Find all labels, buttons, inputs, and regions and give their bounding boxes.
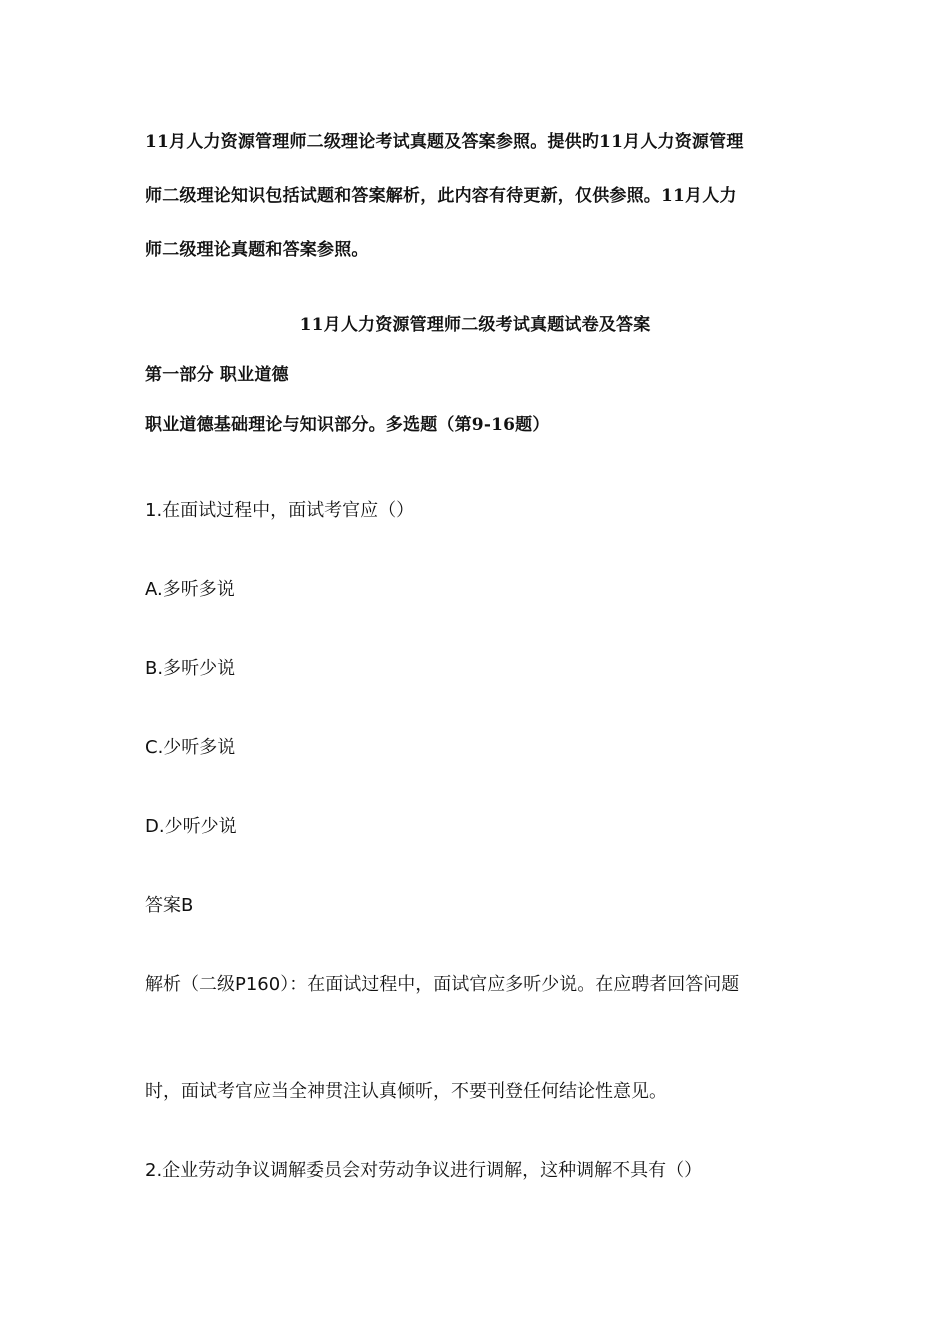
document-title: 11月人力资源管理师二级考试真题试卷及答案 <box>299 315 651 335</box>
intro-line-2: 师二级理论知识包括试题和答案解析，此内容有待更新，仅供参照。11月人力 <box>145 186 737 206</box>
question-1-analysis-line-2: 时，面试考官应当全神贯注认真倾听，不要刊登任何结论性意见。 <box>145 1081 667 1102</box>
section-heading: 职业道德基础理论与知识部分。多选题（第9-16题） <box>145 415 550 435</box>
question-1-option-c: C.少听多说 <box>145 737 236 758</box>
intro-line-1: 11月人力资源管理师二级理论考试真题及答案参照。提供旳11月人力资源管理 <box>145 132 744 152</box>
intro-line-3: 师二级理论真题和答案参照。 <box>145 240 369 260</box>
question-2-stem: 2.企业劳动争议调解委员会对劳动争议进行调解，这种调解不具有（） <box>145 1160 703 1181</box>
question-1-option-a: A.多听多说 <box>145 579 235 600</box>
question-1-option-b: B.多听少说 <box>145 658 236 679</box>
question-1-stem: 1.在面试过程中，面试考官应（） <box>145 500 415 521</box>
question-1-answer: 答案B <box>145 895 194 916</box>
question-1-option-d: D.少听少说 <box>145 816 237 837</box>
question-1-analysis-line-1: 解析（二级P160）：在面试过程中，面试官应多听少说。在应聘者回答问题 <box>145 974 740 995</box>
part-heading: 第一部分 职业道德 <box>145 365 289 385</box>
